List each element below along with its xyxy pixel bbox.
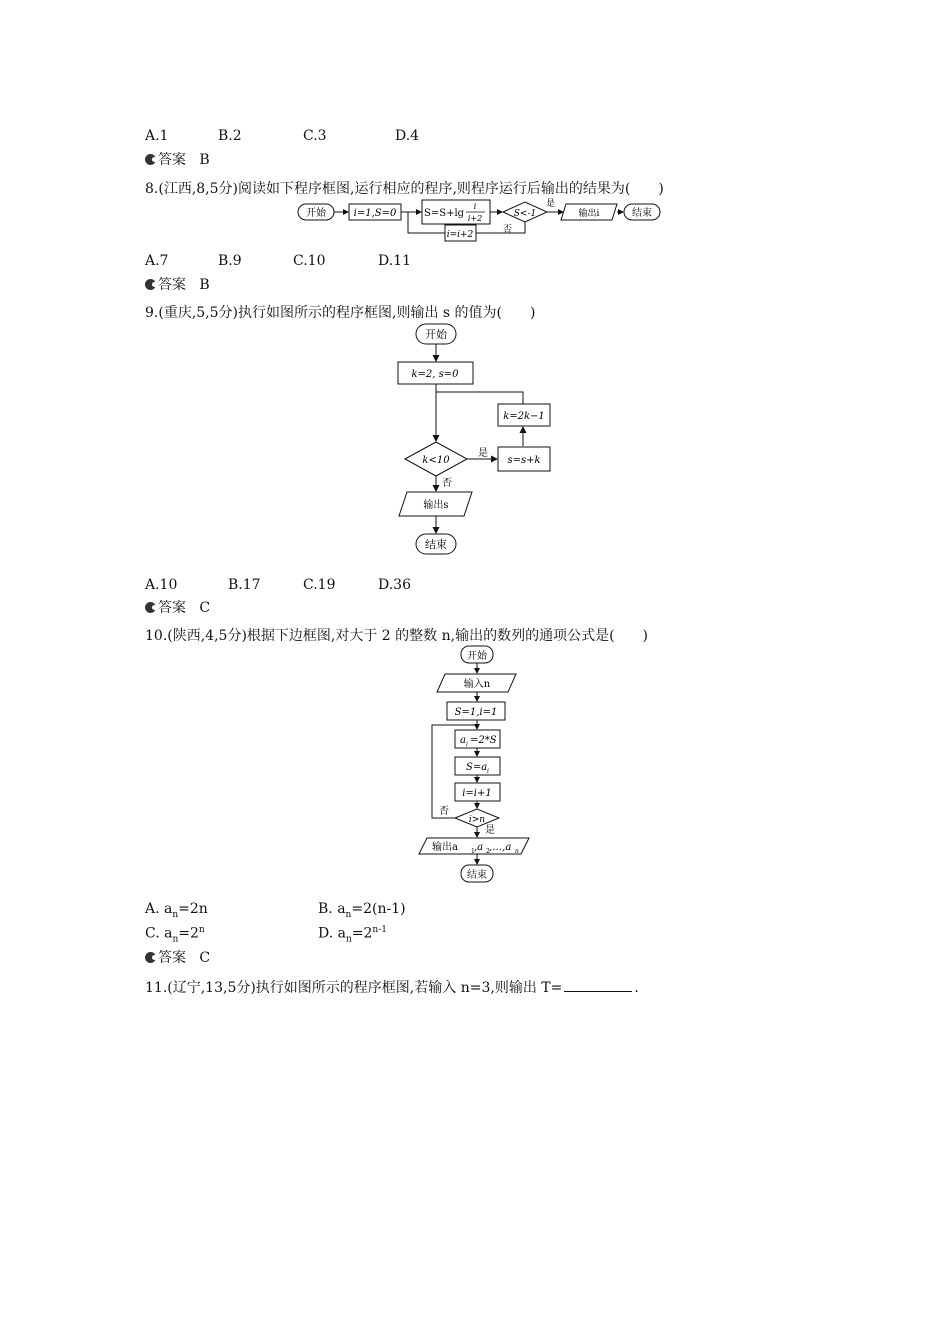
q10-no-label: 否 <box>439 806 449 817</box>
q8-yes-label: 是 <box>546 199 556 209</box>
q8-start-label: 开始 <box>306 208 326 219</box>
q10-option-b: B. $a_n=2(n-1)$ <box>318 901 406 920</box>
q7-option-c: C.3 <box>303 128 327 144</box>
q8-update-label: S=S+lg <box>424 208 465 219</box>
q9-option-d: D.36 <box>378 577 411 593</box>
q9-cond-label: k<10 <box>422 455 450 466</box>
q9-output-label: 输出s <box>423 500 449 511</box>
q9-option-b: B.17 <box>228 577 261 593</box>
q10-init-label: S=1,i=1 <box>454 707 498 718</box>
q8-cond-label: S<-1 <box>513 209 537 219</box>
q10-output-label: 输出a <box>432 842 458 853</box>
q8-answer: 答案 B <box>145 274 210 294</box>
q10-cond-label: i>n <box>468 815 486 825</box>
q10-output-sub2: 2 <box>486 848 490 855</box>
q8-frac-num: i <box>473 202 477 211</box>
q10-step1-rest: =2*S <box>470 735 497 746</box>
q10-output-dots: ,…,a <box>489 842 512 853</box>
q7-option-d: D.4 <box>395 128 420 144</box>
q8-option-c: C.10 <box>293 253 326 269</box>
q10-step1-a: a <box>460 735 466 746</box>
q10-step1-sub: i <box>466 741 468 748</box>
q9-init-label: k=2, s=0 <box>411 369 459 380</box>
q10-yes-label: 是 <box>485 825 495 836</box>
q9-update-k-label: k=2k−1 <box>503 411 545 422</box>
q9-yes-label: 是 <box>478 448 488 459</box>
q9-no-label: 否 <box>442 478 452 489</box>
q11-stem: 11.(辽宁,13,5分)执行如图所示的程序框图,若输入 n=3,则输出 T= . <box>145 980 639 996</box>
q9-option-a: A.10 <box>145 577 178 593</box>
q7-option-a: A.1 <box>145 128 169 144</box>
q11-answer-blank <box>564 991 632 992</box>
q10-output-rest: ,a <box>474 842 484 853</box>
q8-option-b: B.9 <box>218 253 242 269</box>
answer-icon <box>145 952 156 963</box>
q9-stem: 9.(重庆,5,5分)执行如图所示的程序框图,则输出 s 的值为( ) <box>145 305 536 321</box>
q10-step2-label: S=a <box>466 762 488 773</box>
q8-output-label: 输出i <box>578 209 600 219</box>
answer-icon <box>145 279 156 290</box>
q10-option-c: C. $a_n=2^n$ <box>145 925 205 945</box>
answer-icon <box>145 154 156 165</box>
q9-start-label: 开始 <box>425 328 447 341</box>
q10-end-label: 结束 <box>467 870 487 881</box>
answer-icon <box>145 602 156 613</box>
q10-flowchart <box>415 642 540 886</box>
q10-answer: 答案 C <box>145 947 210 967</box>
q8-frac-den: i+2 <box>467 214 483 223</box>
q8-no-label: 否 <box>503 225 513 235</box>
q7-option-b: B.2 <box>218 128 242 144</box>
q9-answer: 答案 C <box>145 597 210 617</box>
q8-stem: 8.(江西,8,5分)阅读如下程序框图,运行相应的程序,则程序运行后输出的结果为( ) <box>145 181 664 197</box>
q10-option-a: A. $a_n=2n$ <box>145 901 208 920</box>
q8-option-d: D.11 <box>378 253 411 269</box>
q10-option-d: D. $a_n=2^{n-1}$ <box>318 925 387 945</box>
q10-step3-label: i=i+1 <box>462 788 492 799</box>
q9-option-c: C.19 <box>303 577 336 593</box>
q10-stem: 10.(陕西,4,5分)根据下边框图,对大于 2 的整数 n,输出的数列的通项公式是( ) <box>145 628 649 644</box>
q9-end-label: 结束 <box>425 538 447 551</box>
q10-output-subn: n <box>515 848 519 855</box>
q10-input-label: 输入n <box>463 679 491 690</box>
q8-inc-label: i=i+2 <box>446 230 474 240</box>
q8-option-a: A.7 <box>145 253 169 269</box>
q7-answer: 答案 B <box>145 149 210 169</box>
q8-flowchart <box>290 196 670 244</box>
q10-step2-sub: i <box>487 768 489 775</box>
q9-flowchart <box>390 318 570 560</box>
q8-end-label: 结束 <box>632 208 652 219</box>
q10-start-label: 开始 <box>467 651 487 662</box>
q10-output-sub1: 1 <box>471 848 475 855</box>
q9-update-s-label: s=s+k <box>507 455 541 466</box>
q8-init-label: i=1,S=0 <box>353 208 397 219</box>
